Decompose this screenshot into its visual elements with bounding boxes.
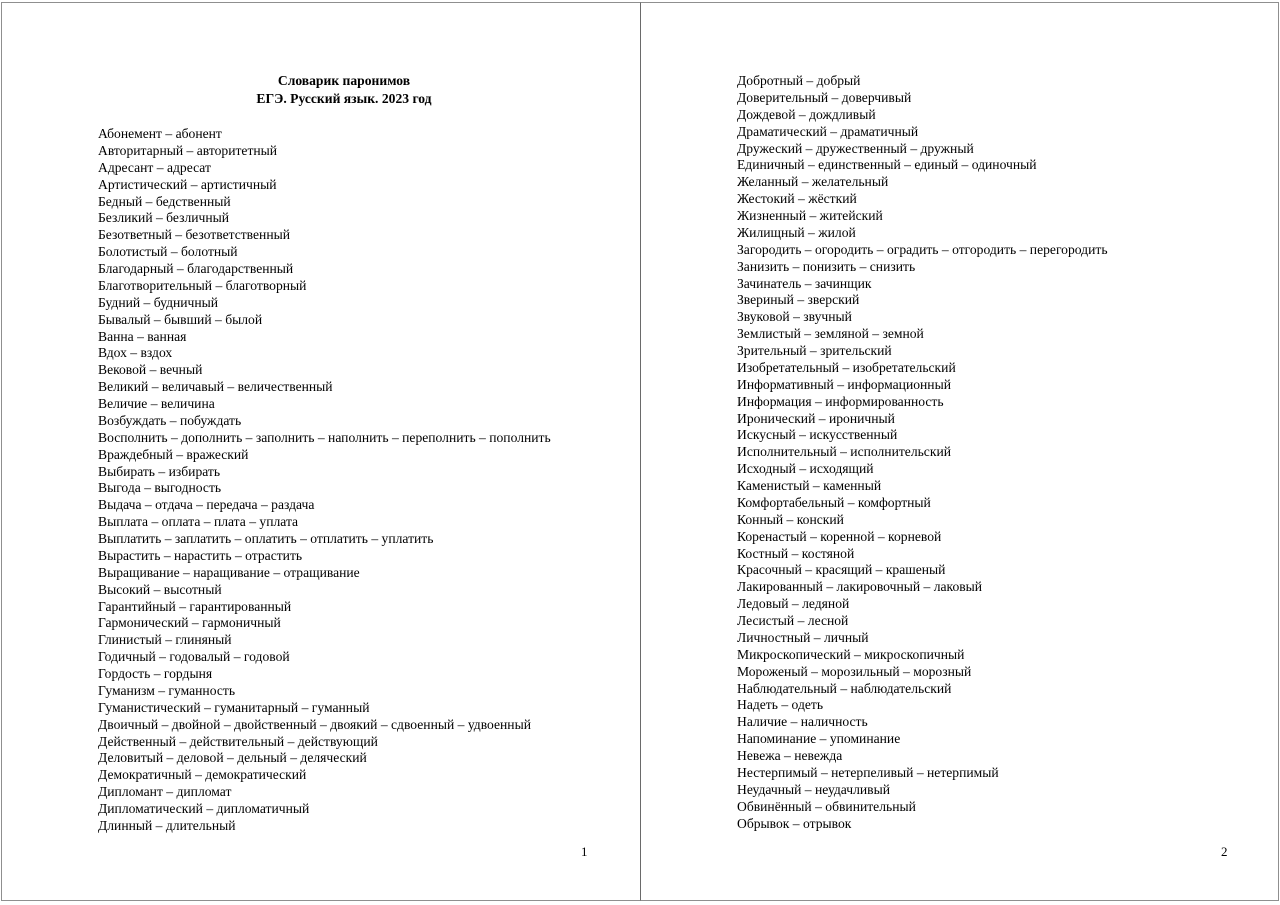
paronym-entry: Вырастить – нарастить – отрастить <box>98 547 303 563</box>
paronym-entry: Благотворительный – благотворный <box>98 277 307 293</box>
paronym-entry: Вдох – вздох <box>98 345 173 361</box>
paronym-entry: Дипломант – дипломат <box>98 784 232 800</box>
paronym-entry: Дружеский – дружественный – дружный <box>737 140 974 156</box>
paronym-entry: Двоичный – двойной – двойственный – двоякий – сдвоенный – удвоенный <box>98 716 531 732</box>
paronym-list <box>98 126 551 835</box>
paronym-entry: Изобретательный – изобретательский <box>737 359 956 375</box>
paronym-entry: Деловитый – деловой – дельный – деляческий <box>98 750 367 766</box>
paronym-entry: Лесистый – лесной <box>737 613 849 628</box>
paronym-entry: Коренастый – коренной – корневой <box>737 528 942 544</box>
paronym-entry: Благодарный – благодарственный <box>98 261 294 276</box>
paronym-entry: Личностный – личный <box>737 629 869 645</box>
paronym-entry: Искусный – искусственный <box>737 427 898 443</box>
paronym-entry: Информативный – информационный <box>737 376 951 392</box>
paronym-entry: Напоминание – упоминание <box>737 731 901 747</box>
paronym-entry: Годичный – годовалый – годовой <box>98 649 290 665</box>
page-2 <box>640 2 1279 901</box>
paronym-entry: Нестерпимый – нетерпеливый – нетерпимый <box>737 764 999 780</box>
title-line-1: Словарик паронимов <box>277 73 411 88</box>
paronym-entry: Выращивание – наращивание – отращивание <box>98 564 360 580</box>
paronym-entry: Адресант – адресат <box>98 159 211 175</box>
paronym-entry: Микроскопический – микроскопичный <box>737 646 965 662</box>
paronym-entry: Авторитарный – авторитетный <box>98 142 278 158</box>
paronym-entry: Гармонический – гармоничный <box>98 615 281 631</box>
paronym-entry: Информация – информированность <box>737 393 944 409</box>
paronym-entry: Восполнить – дополнить – заполнить – наполнить – переполнить – пополнить <box>98 429 551 445</box>
paronym-entry: Невежа – невежда <box>737 748 843 763</box>
paronym-entry: Глинистый – глиняный <box>98 632 232 648</box>
paronym-list <box>737 73 1108 832</box>
paronym-entry: Безответный – безответственный <box>98 227 291 243</box>
paronym-entry: Неудачный – неудачливый <box>737 781 891 797</box>
paronym-entry: Гордость – гордыня <box>98 666 213 681</box>
paronym-entry: Костный – костяной <box>737 545 855 561</box>
paronym-entry: Выдача – отдача – передача – раздача <box>98 497 315 513</box>
paronym-entry: Исходный – исходящий <box>737 461 874 477</box>
paronym-entry: Бывалый – бывший – былой <box>98 311 263 327</box>
title-line-2: ЕГЭ. Русский язык. 2023 год <box>256 91 432 106</box>
paronym-entry: Наблюдательный – наблюдательский <box>737 680 952 696</box>
paronym-entry: Конный – конский <box>737 511 844 527</box>
paronym-entry: Загородить – огородить – оградить – отгородить – перегородить <box>737 241 1108 257</box>
paronym-entry: Гуманизм – гуманность <box>98 682 236 698</box>
document-title <box>2 72 640 108</box>
paronym-entry: Возбуждать – побуждать <box>98 412 242 428</box>
paronym-entry: Обрывок – отрывок <box>737 815 852 831</box>
paronym-entry: Выплатить – заплатить – оплатить – отплатить – уплатить <box>98 531 434 546</box>
paronym-entry: Желанный – желательный <box>737 174 889 190</box>
paronym-entry: Величие – величина <box>98 396 215 411</box>
paronym-entry: Ванна – ванная <box>98 328 187 344</box>
page-number: 2 <box>1221 844 1228 859</box>
paronym-entry: Доверительный – доверчивый <box>737 89 912 105</box>
paronym-entry: Жилищный – жилой <box>737 224 856 240</box>
paronym-entry: Лакированный – лакировочный – лаковый <box>737 579 983 595</box>
paronym-entry: Мороженый – морозильный – морозный <box>737 663 972 679</box>
paronym-entry: Болотистый – болотный <box>98 244 238 260</box>
paronym-entry: Будний – будничный <box>98 294 219 310</box>
paronym-entry: Единичный – единственный – единый – одиночный <box>737 157 1037 173</box>
paronym-entry: Жизненный – житейский <box>737 208 883 223</box>
paronym-entry: Надеть – одеть <box>737 697 824 713</box>
paronym-entry: Красочный – красящий – крашеный <box>737 562 946 578</box>
paronym-entry: Вековой – вечный <box>98 362 203 378</box>
paronym-entry: Звериный – зверский <box>737 292 860 308</box>
paronym-entry: Гуманистический – гуманитарный – гуманный <box>98 699 370 715</box>
paronym-entry: Высокий – высотный <box>98 581 222 597</box>
paronym-entry: Артистический – артистичный <box>98 176 277 192</box>
paronym-entry: Демократичный – демократический <box>98 767 307 783</box>
paronym-entry: Жестокий – жёсткий <box>737 191 857 207</box>
paronym-entry: Выгода – выгодность <box>98 480 222 496</box>
paronym-entry: Длинный – длительный <box>98 817 236 833</box>
paronym-entry: Зачинатель – зачинщик <box>737 275 872 291</box>
paronym-entry: Дождевой – дождливый <box>737 106 876 122</box>
paronym-entry: Выплата – оплата – плата – уплата <box>98 514 299 530</box>
paronym-entry: Звуковой – звучный <box>737 309 852 325</box>
paronym-entry: Зрительный – зрительский <box>737 343 892 358</box>
paronym-entry: Землистый – земляной – земной <box>737 326 924 342</box>
page-1 <box>1 2 641 901</box>
paronym-entry: Ледовый – ледяной <box>737 596 850 612</box>
paronym-entry: Иронический – ироничный <box>737 410 895 426</box>
paronym-entry: Абонемент – абонент <box>98 126 222 141</box>
paronym-entry: Драматический – драматичный <box>737 123 919 139</box>
paronym-entry: Великий – величавый – величественный <box>98 379 333 395</box>
page-number: 1 <box>581 844 588 859</box>
paronym-entry: Враждебный – вражеский <box>98 446 249 462</box>
paronym-entry: Занизить – понизить – снизить <box>737 258 916 274</box>
paronym-entry: Добротный – добрый <box>737 73 861 88</box>
paronym-entry: Обвинённый – обвинительный <box>737 798 916 814</box>
paronym-entry: Дипломатический – дипломатичный <box>98 801 310 816</box>
paronym-entry: Комфортабельный – комфортный <box>737 494 931 510</box>
paronym-entry: Действенный – действительный – действующий <box>98 733 378 749</box>
paronym-entry: Гарантийный – гарантированный <box>98 598 292 614</box>
paronym-entry: Наличие – наличность <box>737 714 868 730</box>
paronym-entry: Безликий – безличный <box>98 210 230 226</box>
paronym-entry: Бедный – бедственный <box>98 193 231 209</box>
paronym-entry: Выбирать – избирать <box>98 463 221 479</box>
paronym-entry: Каменистый – каменный <box>737 478 882 493</box>
paronym-entry: Исполнительный – исполнительский <box>737 444 951 460</box>
